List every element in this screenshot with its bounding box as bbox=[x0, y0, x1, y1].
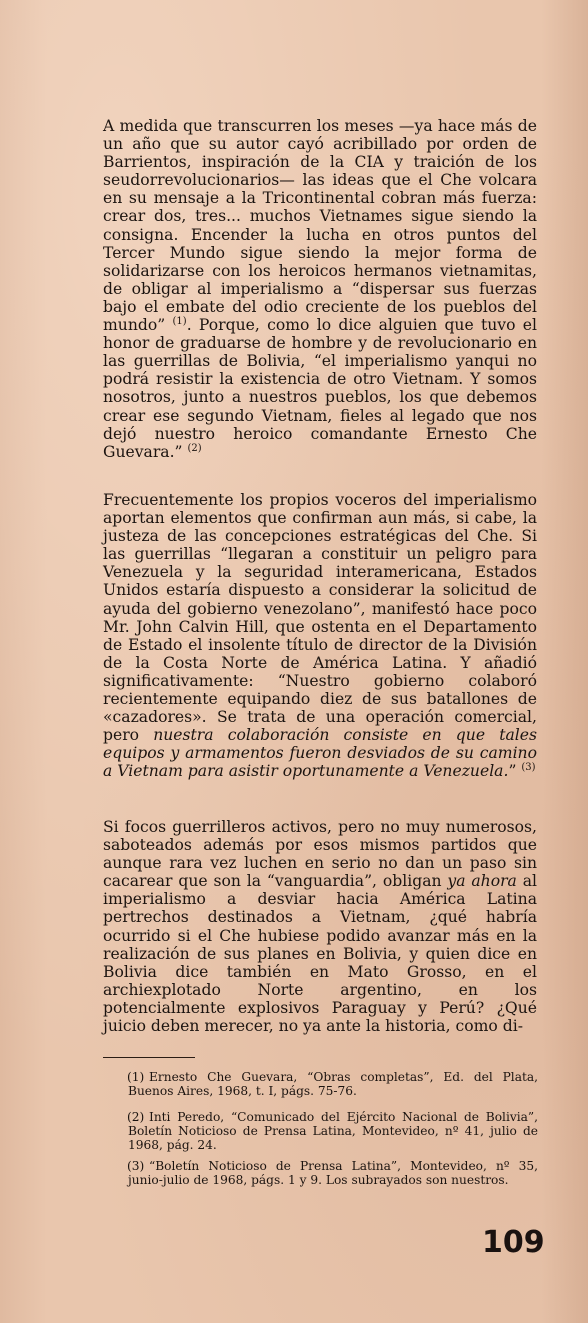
footnote-text: Ernesto Che Guevara, “Obras completas”, Ed. del Plata, Buenos Aires, 1968, t. I, págs. 75-76. bbox=[128, 1070, 538, 1098]
footnote-text: Inti Peredo, “Comunicado del Ejército Nacional de Bolivia”, Boletín Noticioso de Prensa Latina, Montevideo, nº 41, julio de 1968, pág. 24. bbox=[128, 1110, 538, 1152]
footnote-number: (1) bbox=[127, 1070, 145, 1084]
footnote-ref-1: (1) bbox=[172, 315, 187, 327]
footnote-2 bbox=[128, 1110, 538, 1152]
paragraph-text: Frecuentemente los propios voceros del imperialismo aportan elementos que confirman aun más, si cabe, la justeza de las concepciones estratégicas del Che. Si las guerrillas “llegaran a constituir un peligro para Venezuela y la seguridad interamericana, Estados Unidos estaría dispuesto a considerar la solicitud de ayuda del gobierno venezolano”, manifestó hace poco Mr. John Calvin Hill, que ostenta en el Departamento de Estado el insolente título de director de la División de la Costa Norte de América Latina. Y añadió significativamente: “Nuestro gobierno colaboró recientemente equipando diez de sus batallones de «cazadores». Se trata de una operación comercial, pero bbox=[103, 491, 537, 745]
footnote-number: (3) bbox=[127, 1159, 145, 1173]
italic-emphasis: ya ahora bbox=[447, 872, 517, 891]
paragraph-text: A medida que transcurren los meses —ya hace más de un año que su autor cayó acribillado por orden de Barrientos, inspiración de la CIA y traición de los seudorrevolucionarios— las ideas que el Che volcara en su mensaje a la Tricontinental cobran más fuerza: crear dos, tres... muchos Vietnames sigue siendo la consigna. Encender la lucha en otros puntos del Tercer Mundo sigue siendo la mejor forma de solidarizarse con los heroicos hermanos vietnamitas, de obligar al imperialismo a “dispersar sus fuerzas bajo el embate del odio creciente de los pueblos del mundo” bbox=[103, 117, 537, 335]
page-number: 109 bbox=[482, 1225, 545, 1260]
paragraph-text: Si focos guerrilleros activos, pero no muy numerosos, saboteados además por esos mismos partidos que aunque rara vez luchen en serio no dan un paso sin cacarear que son la “vanguardia”, obligan bbox=[103, 818, 537, 891]
footnote-divider bbox=[103, 1057, 195, 1058]
footnote-3 bbox=[128, 1159, 538, 1187]
body-paragraph-3 bbox=[103, 818, 537, 1035]
body-paragraph-2 bbox=[103, 491, 537, 781]
footnote-number: (2) bbox=[127, 1110, 145, 1124]
paragraph-text: al imperialismo a desviar hacia América Latina pertrechos destinados a Vietnam, ¿qué habría ocurrido si el Che hubiese podido avanzar más en la realización de sus planes en Bolivia, y quien dice en Bolivia dice también en Mato Grosso, en el archiexplotado Norte argentino, en los potencialmente explosivos Paraguay y Perú? ¿Qué juicio deben merecer, no ya ante la historia, como di- bbox=[103, 872, 538, 1036]
paragraph-text: ” bbox=[508, 762, 517, 781]
italic-emphasis: nuestra colaboración consiste en que tales equipos y armamentos fueron desviados de su camino a Vietnam para asistir oportunamente a Venezuela. bbox=[103, 726, 537, 781]
footnote-ref-3: (3) bbox=[521, 762, 536, 774]
paragraph-text: . Porque, como lo dice alguien que tuvo el honor de graduarse de hombre y de revolucionario en las guerrillas de Bolivia, “el imperialismo yanqui no podrá resistir la existencia de otro Vietnam. Y somos nosotros, junto a nuestros pueblos, los que debemos crear ese segundo Vietnam, fieles al legado que nos dejó nuestro heroico comandante Ernesto Che Guevara.” bbox=[103, 316, 537, 461]
footnote-text: “Boletín Noticioso de Prensa Latina”, Montevideo, nº 35, junio-julio de 1968, págs. 1 y 9. Los subrayados son nuestros. bbox=[128, 1159, 538, 1187]
footnote-1 bbox=[128, 1070, 538, 1098]
body-paragraph-1 bbox=[103, 117, 537, 461]
footnote-ref-2: (2) bbox=[187, 442, 202, 454]
